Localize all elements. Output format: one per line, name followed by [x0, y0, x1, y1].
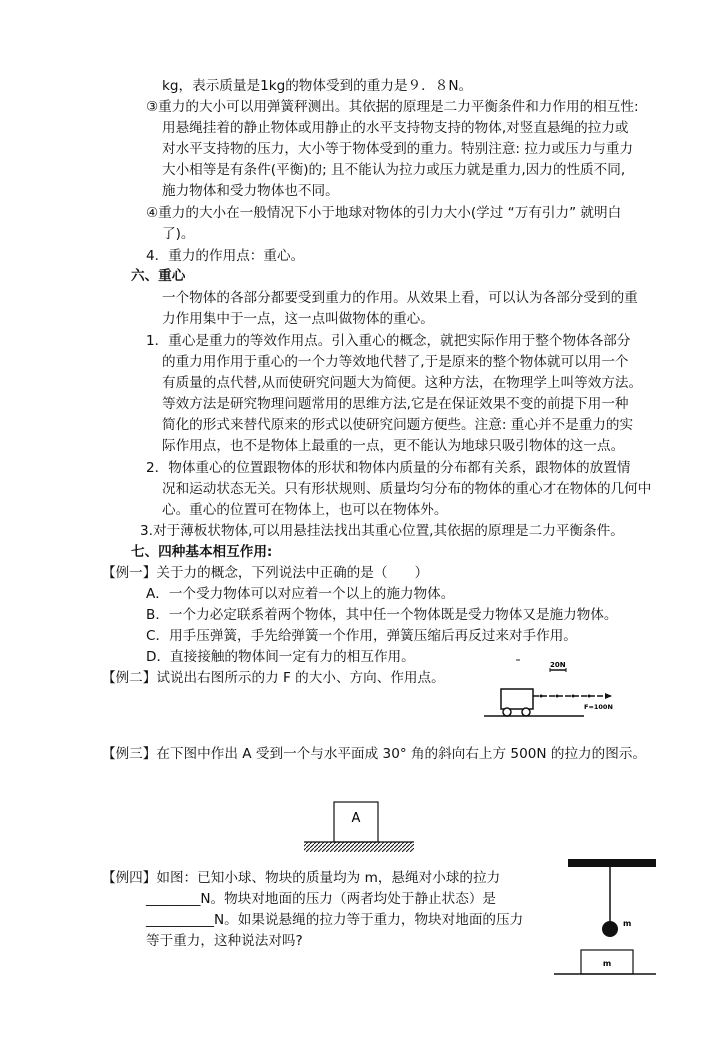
example-4-line: ________N。物块对地面的压力（两者均处于静止状态）是 — [146, 891, 497, 907]
point-4: 4．重力的作用点：重心。 — [146, 248, 305, 264]
block-a-label: A — [351, 811, 361, 826]
cg-1-line: 的重力用作用于重心的一个力等效地代替了,于是原来的整个物体就可以用一个 — [162, 354, 629, 370]
item-4-line: ④重力的大小在一般情况下小于地球对物体的引力大小(学过 “万有引力” 就明白 — [146, 205, 622, 221]
block-a-svg — [302, 800, 418, 858]
floor-hatch — [304, 842, 414, 852]
ball — [602, 921, 618, 937]
item-3-line: 用悬绳挂着的静止物体或用静止的水平支持物支持的物体,对竖直悬绳的拉力或 — [162, 120, 629, 136]
example-1-option-c: C．用手压弹簧，手先给弹簧一个作用，弹簧压缩后再反过来对手作用。 — [146, 628, 577, 644]
section-7-title: 七、四种基本相互作用: — [131, 544, 273, 560]
scale-label: 20N — [550, 661, 566, 669]
example-1-option-a: A．一个受力物体可以对应着一个以上的施力物体。 — [146, 586, 455, 602]
force-dot — [556, 695, 559, 698]
cg-1-line: 有质量的点代替,从而使研究问题大为简便。这种方法，在物理学上叫等效方法。 — [162, 375, 643, 391]
cg-2-line: 况和运动状态无关。只有形状规则、质量均匀分布的物体的重心才在物体的几何中 — [162, 481, 652, 497]
item-4-line: 了)。 — [162, 226, 195, 242]
example-4-line: 【例四】如图：已知小球、物块的质量均为 m，悬绳对小球的拉力 — [102, 870, 501, 886]
gravity-value-line: kg，表示质量是1kg的物体受到的重力是９．８N。 — [162, 78, 473, 94]
section-6-intro-line: 一个物体的各部分都要受到重力的作用。从效果上看，可以认为各部分受到的重 — [162, 290, 638, 306]
example-2-question: 【例二】试说出右图所示的力 F 的大小、方向、作用点。 — [102, 670, 445, 686]
force-dot — [588, 695, 591, 698]
block-a-figure — [302, 800, 418, 858]
cg-2-line: 心。重心的位置可在物体上，也可以在物体外。 — [162, 502, 448, 518]
example-1-option-b: B．一个力必定联系着两个物体，其中任一个物体既是受力物体又是施力物体。 — [146, 607, 618, 623]
block-mass-label: m — [602, 959, 612, 968]
item-3-line: 施力物体和受力物体也不同。 — [162, 183, 339, 199]
cg-1-line: 际作用点，也不是物体上最重的一点，更不能认为地球只吸引物体的这一点。 — [162, 438, 625, 454]
cg-1-line: 等效方法是研究物理问题常用的思维方法,它是在保证效果不变的前提下用一种 — [162, 396, 629, 412]
hanging-ball-figure — [554, 856, 660, 980]
cart-force-figure — [484, 658, 620, 720]
cg-1-line: 简化的形式来替代原来的形式以使研究问题方便些。注意: 重心并不是重力的实 — [162, 417, 634, 433]
hanging-ball-svg — [554, 856, 660, 980]
force-arrowhead — [605, 693, 612, 699]
cg-1-line: 1．重心是重力的等效作用点。引入重心的概念，就把实际作用于整个物体各部分 — [146, 333, 631, 349]
example-4-line: __________N。如果说悬绳的拉力等于重力，物块对地面的压力 — [146, 912, 524, 928]
force-dot — [572, 695, 575, 698]
ceiling — [568, 859, 656, 867]
item-3-line: 对水平支持物的压力，大小等于物体受到的重力。特别注意: 拉力或压力与重力 — [162, 141, 634, 157]
item-3-line: ③重力的大小可以用弹簧秤测出。其依据的原理是二力平衡条件和力作用的相互性: — [146, 99, 639, 115]
force-label: F=100N — [584, 703, 613, 711]
example-1-option-d: D．直接接触的物体间一定有力的相互作用。 — [146, 649, 415, 665]
example-1-question: 【例一】关于力的概念，下列说法中正确的是（ ） — [102, 565, 429, 581]
cart-wheel-left — [503, 708, 511, 716]
cart-force-svg — [484, 658, 620, 720]
cg-point-3: 3.对于薄板状物体,可以用悬挂法找出其重心位置,其依据的原理是二力平衡条件。 — [140, 523, 624, 539]
ball-mass-label: m — [623, 919, 632, 928]
section-6-title: 六、重心 — [131, 268, 186, 284]
cart-wheel-right — [522, 708, 530, 716]
example-3-question: 【例三】在下图中作出 A 受到一个与水平面成 30° 角的斜向右上方 500N 的拉力的图示。 — [102, 746, 647, 762]
section-6-intro-line: 力作用集中于一点，这一点叫做物体的重心。 — [162, 311, 434, 327]
force-dot — [540, 695, 543, 698]
example-4-line: 等于重力，这种说法对吗? — [146, 933, 303, 949]
cart-body — [501, 689, 533, 709]
cg-2-line: 2．物体重心的位置跟物体的形状和物体内质量的分布都有关系，跟物体的放置情 — [146, 460, 631, 476]
item-3-line: 大小相等是有条件(平衡)的; 且不能认为拉力或压力就是重力,因力的性质不同, — [162, 162, 626, 178]
